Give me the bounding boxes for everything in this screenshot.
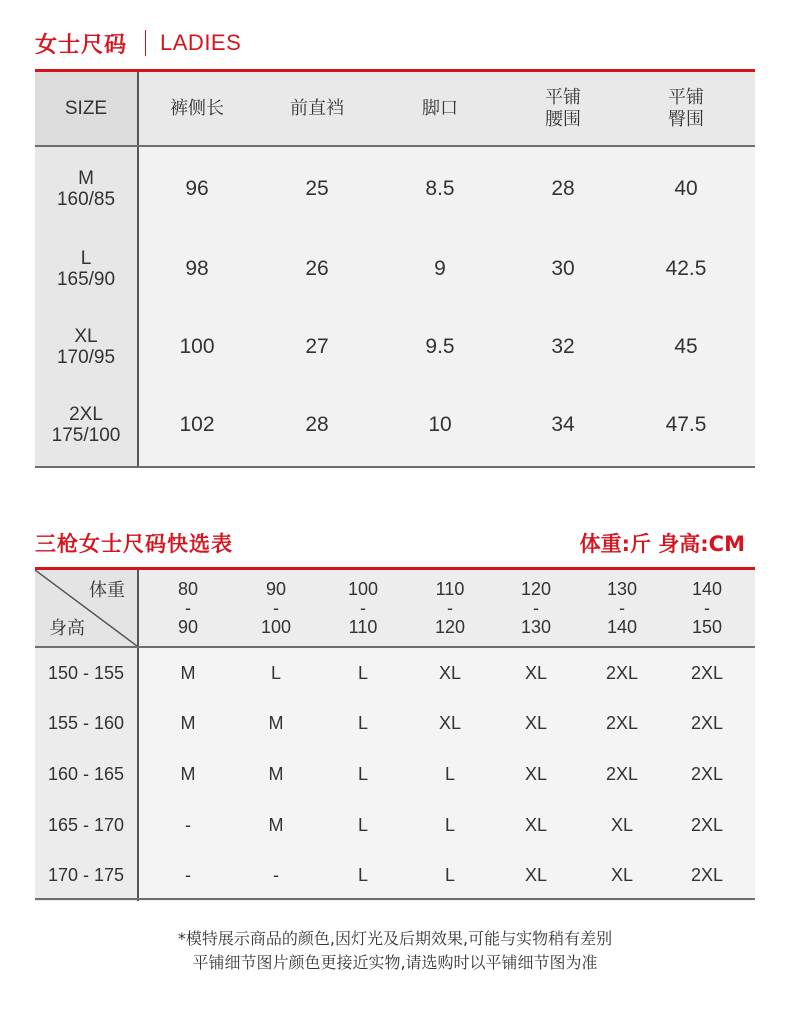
flat-hip-value: 40 <box>674 177 698 200</box>
size-cell: 2XL <box>690 864 724 885</box>
flat-waist-value: 32 <box>551 335 575 358</box>
weight-range-2: 90 - 100 <box>260 578 292 637</box>
weight-range-4: 110 - 120 <box>434 578 466 637</box>
size-cell: XL <box>610 814 634 835</box>
side-length-value: 102 <box>179 413 215 436</box>
height-row-160 <box>35 749 755 799</box>
size-table-header <box>35 72 755 145</box>
size-cell: 2XL <box>605 662 639 683</box>
height-label: 165 - 170 <box>47 814 125 835</box>
header-leg-opening: 脚口 <box>422 97 458 119</box>
weight-range-7: 140 - 150 <box>691 578 723 637</box>
size-cell: L <box>270 662 281 683</box>
front-rise-value: 27 <box>305 335 329 358</box>
size-cell: M <box>268 814 284 835</box>
weight-range-3: 100 - 110 <box>347 578 379 637</box>
size-cell: XL <box>524 763 548 784</box>
flat-waist-value: 34 <box>551 413 575 436</box>
weight-range-6: 130 - 140 <box>606 578 638 637</box>
flat-hip-value: 45 <box>674 335 698 358</box>
front-rise-value: 26 <box>305 257 329 280</box>
leg-opening-value: 10 <box>428 413 452 436</box>
size-cell: M <box>268 763 284 784</box>
size-cell: 2XL <box>690 712 724 733</box>
height-row-165 <box>35 800 755 850</box>
quick-table-body <box>35 648 755 901</box>
size-table <box>35 72 755 468</box>
height-row-150 <box>35 648 755 698</box>
size-table-body <box>35 147 755 468</box>
size-cell: L <box>444 763 455 784</box>
quick-table-title: 三枪女士尺码快选表 <box>35 532 233 556</box>
size-cell: L <box>357 814 368 835</box>
flat-hip-value: 42.5 <box>665 257 707 280</box>
header-divider <box>137 72 139 145</box>
size-cell: - <box>273 864 279 885</box>
size-cell: XL <box>610 864 634 885</box>
size-cell: 2XL <box>605 763 639 784</box>
size-cell: 2XL <box>690 763 724 784</box>
height-label: 155 - 160 <box>47 712 125 733</box>
size-cell: XL <box>524 814 548 835</box>
size-cell: L <box>357 763 368 784</box>
front-rise-value: 28 <box>305 413 329 436</box>
size-cell: L <box>357 864 368 885</box>
size-cell: M <box>180 712 196 733</box>
height-row-155 <box>35 698 755 748</box>
front-rise-value: 25 <box>305 177 329 200</box>
size-row-m <box>35 149 755 229</box>
size-label: L 165/90 <box>56 248 116 290</box>
header-size: SIZE <box>35 72 137 145</box>
weight-range-5: 120 - 130 <box>520 578 552 637</box>
size-row-2xl <box>35 385 755 465</box>
height-row-170 <box>35 850 755 900</box>
size-cell: M <box>268 712 284 733</box>
title-chinese: 女士尺码 <box>35 32 128 58</box>
size-cell: L <box>357 712 368 733</box>
title-english: LADIES <box>160 30 242 55</box>
leg-opening-value: 8.5 <box>425 177 455 200</box>
size-cell: XL <box>524 662 548 683</box>
size-cell: XL <box>524 712 548 733</box>
header-corner <box>35 570 137 646</box>
size-cell: - <box>185 864 191 885</box>
size-label: XL 170/95 <box>56 326 116 368</box>
height-label: 170 - 175 <box>47 864 125 885</box>
corner-weight-label: 体重 <box>89 580 125 601</box>
weight-range-1: 80 - 90 <box>177 578 199 637</box>
header-front-rise: 前直裆 <box>290 97 344 119</box>
size-cell: 2XL <box>605 712 639 733</box>
size-cell: XL <box>524 864 548 885</box>
size-cell: L <box>444 814 455 835</box>
size-table-bottom-rule <box>35 466 755 468</box>
header-flat-hip: 平铺 臀围 <box>668 86 704 130</box>
page-title <box>35 26 241 60</box>
quick-table-unit: 体重:斤 身高:CM <box>579 532 745 556</box>
size-label: 2XL 175/100 <box>51 404 121 446</box>
size-cell: 2XL <box>690 662 724 683</box>
flat-hip-value: 47.5 <box>665 413 707 436</box>
size-row-l <box>35 229 755 309</box>
side-length-value: 98 <box>185 257 209 280</box>
flat-waist-value: 30 <box>551 257 575 280</box>
size-row-xl <box>35 307 755 387</box>
size-cell: 2XL <box>690 814 724 835</box>
size-cell: XL <box>438 662 462 683</box>
height-label: 150 - 155 <box>47 662 125 683</box>
side-length-value: 100 <box>179 335 215 358</box>
size-cell: L <box>357 662 368 683</box>
size-cell: M <box>180 662 196 683</box>
header-flat-waist: 平铺 腰围 <box>545 86 581 130</box>
size-cell: M <box>180 763 196 784</box>
note-line-1: *模特展示商品的颜色,因灯光及后期效果,可能与实物稍有差别 <box>177 929 613 948</box>
quick-table-bottom-rule <box>35 898 755 900</box>
flat-waist-value: 28 <box>551 177 575 200</box>
leg-opening-value: 9 <box>434 257 446 280</box>
quick-table-header <box>35 570 755 646</box>
side-length-value: 96 <box>185 177 209 200</box>
quick-table <box>35 570 755 901</box>
title-divider <box>145 30 146 56</box>
size-label: M 160/85 <box>56 168 116 210</box>
size-cell: L <box>444 864 455 885</box>
height-label: 160 - 165 <box>47 763 125 784</box>
note-line-2: 平铺细节图片颜色更接近实物,请选购时以平铺细节图为准 <box>192 953 598 972</box>
leg-opening-value: 9.5 <box>425 335 455 358</box>
corner-height-label: 身高 <box>49 618 85 639</box>
header-side-length: 裤侧长 <box>170 97 224 119</box>
size-cell: XL <box>438 712 462 733</box>
size-cell: - <box>185 814 191 835</box>
